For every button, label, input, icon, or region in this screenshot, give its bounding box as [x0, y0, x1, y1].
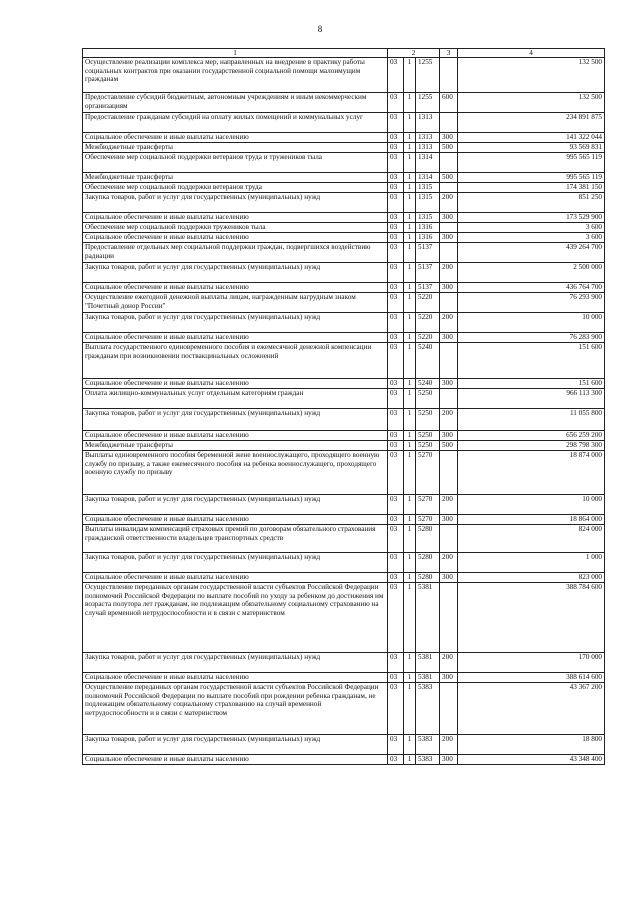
row-code-type: 200	[440, 263, 458, 283]
row-code-section: 03	[388, 755, 404, 765]
row-name: Закупка товаров, работ и услуг для государственных (муниципальных) нужд	[83, 653, 388, 673]
table-row	[83, 233, 605, 243]
row-code-item: 5383	[416, 755, 440, 765]
row-name: Социальное обеспечение и иные выплаты населению	[83, 379, 388, 389]
row-amount: 141 322 044	[458, 133, 605, 143]
table-row	[83, 573, 605, 583]
row-amount: 18 800	[458, 735, 605, 755]
row-code-sub: 1	[404, 653, 416, 673]
row-code-item: 5220	[416, 313, 440, 333]
table-row	[83, 553, 605, 573]
row-code-section: 03	[388, 213, 404, 223]
table-row	[83, 183, 605, 193]
table-row	[83, 93, 605, 113]
row-name: Социальное обеспечение и иные выплаты населению	[83, 573, 388, 583]
row-code-type	[440, 58, 458, 93]
row-code-type	[440, 525, 458, 553]
row-amount: 132 500	[458, 93, 605, 113]
row-amount: 995 565 119	[458, 153, 605, 173]
row-code-section: 03	[388, 183, 404, 193]
row-code-section: 03	[388, 153, 404, 173]
header-col-1: 1	[83, 49, 388, 58]
row-code-section: 03	[388, 233, 404, 243]
row-name: Обеспечение мер социальной поддержки ветеранов труда и тружеников тыла	[83, 153, 388, 173]
row-amount: 298 798 300	[458, 441, 605, 451]
row-code-item: 5270	[416, 451, 440, 495]
row-code-type: 200	[440, 553, 458, 573]
row-code-type: 200	[440, 735, 458, 755]
row-amount: 18 864 000	[458, 515, 605, 525]
row-name: Выплата государственного единовременного пособия и ежемесячной денежной компенсации гражданам при возникновении поствакцинальных осложнений	[83, 343, 388, 379]
row-name: Социальное обеспечение и иные выплаты населению	[83, 233, 388, 243]
table-row	[83, 213, 605, 223]
row-code-type	[440, 293, 458, 313]
row-amount: 10 000	[458, 495, 605, 515]
row-code-type	[440, 153, 458, 173]
row-code-section: 03	[388, 431, 404, 441]
row-code-item: 5250	[416, 409, 440, 431]
row-code-sub: 1	[404, 451, 416, 495]
row-code-section: 03	[388, 553, 404, 573]
table-row	[83, 441, 605, 451]
row-amount: 76 293 900	[458, 293, 605, 313]
table-row	[83, 343, 605, 379]
table-row	[83, 673, 605, 683]
row-code-section: 03	[388, 573, 404, 583]
row-code-section: 03	[388, 143, 404, 153]
row-code-sub: 1	[404, 553, 416, 573]
row-code-sub: 1	[404, 293, 416, 313]
row-amount: 43 367 200	[458, 683, 605, 735]
row-amount: 11 055 800	[458, 409, 605, 431]
table-header-row	[83, 49, 605, 58]
row-code-type: 300	[440, 673, 458, 683]
row-amount: 18 874 000	[458, 451, 605, 495]
row-code-type	[440, 683, 458, 735]
row-code-type: 300	[440, 213, 458, 223]
row-code-item: 1315	[416, 213, 440, 223]
row-code-section: 03	[388, 133, 404, 143]
row-code-section: 03	[388, 193, 404, 213]
row-amount: 76 283 900	[458, 333, 605, 343]
row-amount: 3 600	[458, 233, 605, 243]
row-code-sub: 1	[404, 515, 416, 525]
row-amount: 151 600	[458, 379, 605, 389]
row-name: Выплаты инвалидам компенсаций страховых премий по договорам обязательного страхования гражданской ответственности владельцев транспортных средств	[83, 525, 388, 553]
row-code-type	[440, 583, 458, 653]
row-code-section: 03	[388, 515, 404, 525]
row-code-sub: 1	[404, 183, 416, 193]
row-code-section: 03	[388, 313, 404, 333]
row-code-type	[440, 389, 458, 409]
row-code-type: 300	[440, 333, 458, 343]
row-code-item: 1316	[416, 223, 440, 233]
row-code-item: 5240	[416, 343, 440, 379]
row-amount: 43 348 400	[458, 755, 605, 765]
row-name: Социальное обеспечение и иные выплаты населению	[83, 283, 388, 293]
row-code-item: 5383	[416, 683, 440, 735]
row-amount: 656 259 200	[458, 431, 605, 441]
row-code-type: 300	[440, 515, 458, 525]
row-name: Социальное обеспечение и иные выплаты населению	[83, 755, 388, 765]
row-code-sub: 1	[404, 143, 416, 153]
row-code-type	[440, 113, 458, 133]
row-name: Межбюджетные трансферты	[83, 143, 388, 153]
row-code-item: 1313	[416, 133, 440, 143]
row-amount: 851 250	[458, 193, 605, 213]
row-code-item: 5270	[416, 515, 440, 525]
row-code-section: 03	[388, 173, 404, 183]
row-name: Закупка товаров, работ и услуг для государственных (муниципальных) нужд	[83, 553, 388, 573]
row-code-section: 03	[388, 653, 404, 673]
row-code-type: 300	[440, 573, 458, 583]
row-code-sub: 1	[404, 173, 416, 183]
row-code-sub: 1	[404, 133, 416, 143]
table-row	[83, 113, 605, 133]
table-row	[83, 58, 605, 93]
row-code-type: 300	[440, 755, 458, 765]
budget-table	[82, 48, 605, 765]
row-code-item: 5240	[416, 379, 440, 389]
row-amount: 388 784 600	[458, 583, 605, 653]
row-code-section: 03	[388, 379, 404, 389]
row-code-type: 500	[440, 173, 458, 183]
row-code-sub: 1	[404, 313, 416, 333]
row-name: Социальное обеспечение и иные выплаты населению	[83, 333, 388, 343]
row-code-item: 1316	[416, 233, 440, 243]
row-code-item: 5280	[416, 525, 440, 553]
row-name: Осуществление реализации комплекса мер, направленных на внедрение в практику работы социальных контрактов при оказании государственной социальной помощи малоимущим гражданам	[83, 58, 388, 93]
table-row	[83, 133, 605, 143]
row-code-section: 03	[388, 293, 404, 313]
row-code-sub: 1	[404, 58, 416, 93]
row-code-type: 300	[440, 133, 458, 143]
row-code-sub: 1	[404, 389, 416, 409]
table-row	[83, 193, 605, 213]
row-code-sub: 1	[404, 441, 416, 451]
row-code-item: 5381	[416, 673, 440, 683]
table-row	[83, 653, 605, 673]
row-name: Закупка товаров, работ и услуг для государственных (муниципальных) нужд	[83, 495, 388, 515]
row-code-type: 600	[440, 93, 458, 113]
table-row	[83, 409, 605, 431]
row-name: Предоставление субсидий бюджетным, автономным учреждениям и иным некоммерческим организациям	[83, 93, 388, 113]
row-code-sub: 1	[404, 343, 416, 379]
row-code-item: 5137	[416, 243, 440, 263]
row-amount: 173 529 900	[458, 213, 605, 223]
row-code-section: 03	[388, 683, 404, 735]
row-code-type: 300	[440, 233, 458, 243]
row-name: Социальное обеспечение и иные выплаты населению	[83, 673, 388, 683]
row-code-item: 1255	[416, 58, 440, 93]
row-code-section: 03	[388, 113, 404, 133]
row-name: Выплаты единовременного пособия беременной жене военнослужащего, проходящего военную службу по призыву, а также ежемесячного пособия на ребенка военнослужащего, проходящего военную службу по призыву	[83, 451, 388, 495]
row-amount: 436 764 700	[458, 283, 605, 293]
row-name: Межбюджетные трансферты	[83, 441, 388, 451]
table-row	[83, 223, 605, 233]
row-amount: 132 500	[458, 58, 605, 93]
row-amount: 2 500 000	[458, 263, 605, 283]
table-row	[83, 683, 605, 735]
table-row	[83, 333, 605, 343]
table-row	[83, 263, 605, 283]
row-code-type: 300	[440, 283, 458, 293]
row-code-item: 1314	[416, 173, 440, 183]
header-col-2: 2	[388, 49, 440, 58]
header-col-4: 4	[458, 49, 605, 58]
row-amount: 93 569 831	[458, 143, 605, 153]
row-code-section: 03	[388, 263, 404, 283]
row-code-type: 500	[440, 143, 458, 153]
row-code-type: 200	[440, 495, 458, 515]
row-code-item: 1313	[416, 113, 440, 133]
row-code-section: 03	[388, 735, 404, 755]
row-amount: 439 264 700	[458, 243, 605, 263]
row-code-section: 03	[388, 58, 404, 93]
row-code-sub: 1	[404, 379, 416, 389]
row-name: Закупка товаров, работ и услуг для государственных (муниципальных) нужд	[83, 193, 388, 213]
row-code-sub: 1	[404, 153, 416, 173]
table-row	[83, 243, 605, 263]
table-row	[83, 379, 605, 389]
row-code-type: 200	[440, 313, 458, 333]
row-name: Социальное обеспечение и иные выплаты населению	[83, 515, 388, 525]
row-code-item: 5220	[416, 293, 440, 313]
row-code-sub: 1	[404, 223, 416, 233]
row-code-sub: 1	[404, 263, 416, 283]
row-code-sub: 1	[404, 243, 416, 263]
table-row	[83, 173, 605, 183]
row-code-sub: 1	[404, 409, 416, 431]
row-code-section: 03	[388, 333, 404, 343]
row-code-type	[440, 343, 458, 379]
row-code-section: 03	[388, 283, 404, 293]
row-code-item: 1315	[416, 183, 440, 193]
row-code-section: 03	[388, 389, 404, 409]
row-code-sub: 1	[404, 525, 416, 553]
row-code-type: 200	[440, 409, 458, 431]
row-code-item: 5137	[416, 283, 440, 293]
row-code-type: 300	[440, 379, 458, 389]
row-code-sub: 1	[404, 193, 416, 213]
row-code-sub: 1	[404, 755, 416, 765]
row-code-sub: 1	[404, 333, 416, 343]
row-code-sub: 1	[404, 283, 416, 293]
row-name: Социальное обеспечение и иные выплаты населению	[83, 133, 388, 143]
row-code-item: 1313	[416, 143, 440, 153]
row-code-item: 5250	[416, 441, 440, 451]
row-code-type: 200	[440, 193, 458, 213]
row-name: Осуществление переданных органам государственной власти субъектов Российской Федерации полномочий Российской Федерации по выплате пособий по уходу за ребенком до достижения им возраста полутора лет гражданам, не подлежащим обязательному социальному страхованию на случай временной нетрудоспособности и в связи с материнством	[83, 583, 388, 653]
row-code-sub: 1	[404, 233, 416, 243]
row-code-item: 1314	[416, 153, 440, 173]
row-amount: 388 614 600	[458, 673, 605, 683]
row-code-type: 300	[440, 431, 458, 441]
row-name: Социальное обеспечение и иные выплаты населению	[83, 213, 388, 223]
row-code-item: 5220	[416, 333, 440, 343]
table-row	[83, 143, 605, 153]
row-code-sub: 1	[404, 495, 416, 515]
row-name: Оплата жилищно-коммунальных услуг отдельным категориям граждан	[83, 389, 388, 409]
row-name: Закупка товаров, работ и услуг для государственных (муниципальных) нужд	[83, 263, 388, 283]
table-row	[83, 525, 605, 553]
table-row	[83, 515, 605, 525]
row-code-section: 03	[388, 409, 404, 431]
row-code-type	[440, 183, 458, 193]
row-code-item: 5280	[416, 573, 440, 583]
row-code-section: 03	[388, 495, 404, 515]
row-code-item: 1315	[416, 193, 440, 213]
row-code-item: 1255	[416, 93, 440, 113]
table-row	[83, 153, 605, 173]
table-row	[83, 283, 605, 293]
row-code-section: 03	[388, 525, 404, 553]
header-col-3: 3	[440, 49, 458, 58]
table-row	[83, 293, 605, 313]
row-code-type: 200	[440, 653, 458, 673]
row-amount: 151 600	[458, 343, 605, 379]
row-amount: 170 000	[458, 653, 605, 673]
row-amount: 3 600	[458, 223, 605, 233]
page-number: 8	[317, 24, 323, 34]
table-row	[83, 313, 605, 333]
row-code-sub: 1	[404, 431, 416, 441]
row-code-type	[440, 243, 458, 263]
table-row	[83, 451, 605, 495]
row-amount: 234 891 875	[458, 113, 605, 133]
row-code-section: 03	[388, 451, 404, 495]
row-code-item: 5137	[416, 263, 440, 283]
row-code-item: 5383	[416, 735, 440, 755]
row-code-type: 500	[440, 441, 458, 451]
row-amount: 995 565 119	[458, 173, 605, 183]
table-row	[83, 431, 605, 441]
row-name: Социальное обеспечение и иные выплаты населению	[83, 431, 388, 441]
row-name: Предоставление отдельных мер социальной поддержки граждан, подвергшихся воздействию радиации	[83, 243, 388, 263]
row-name: Обеспечение мер социальной поддержки ветеранов труда	[83, 183, 388, 193]
row-code-sub: 1	[404, 213, 416, 223]
row-code-section: 03	[388, 583, 404, 653]
row-amount: 174 381 150	[458, 183, 605, 193]
table-body	[83, 58, 605, 765]
row-name: Обеспечение мер социальной поддержки тружеников тыла	[83, 223, 388, 233]
row-code-sub: 1	[404, 583, 416, 653]
row-code-sub: 1	[404, 673, 416, 683]
table-row	[83, 389, 605, 409]
row-code-item: 5381	[416, 583, 440, 653]
row-name: Осуществление переданных органам государственной власти субъектов Российской Федерации полномочий Российской Федерации по выплате пособий при рождении ребенка гражданам, не подлежащим обязательному социальному страхованию на случай временной нетрудоспособности и в связи с материнством	[83, 683, 388, 735]
table-row	[83, 495, 605, 515]
row-code-section: 03	[388, 243, 404, 263]
row-code-section: 03	[388, 223, 404, 233]
row-amount: 966 113 300	[458, 389, 605, 409]
row-code-type	[440, 451, 458, 495]
row-amount: 1 000	[458, 553, 605, 573]
row-name: Закупка товаров, работ и услуг для государственных (муниципальных) нужд	[83, 409, 388, 431]
row-amount: 824 000	[458, 525, 605, 553]
table-row	[83, 583, 605, 653]
row-code-item: 5381	[416, 653, 440, 673]
row-name: Осуществление ежегодной денежной выплаты лицам, награжденным нагрудным знаком "Почетный донор России"	[83, 293, 388, 313]
row-code-item: 5250	[416, 389, 440, 409]
row-name: Межбюджетные трансферты	[83, 173, 388, 183]
row-name: Предоставление гражданам субсидий на оплату жилых помещений и коммунальных услуг	[83, 113, 388, 133]
row-code-section: 03	[388, 441, 404, 451]
row-code-item: 5270	[416, 495, 440, 515]
row-code-sub: 1	[404, 573, 416, 583]
row-name: Закупка товаров, работ и услуг для государственных (муниципальных) нужд	[83, 735, 388, 755]
table-row	[83, 735, 605, 755]
row-code-section: 03	[388, 343, 404, 379]
row-code-sub: 1	[404, 683, 416, 735]
row-code-item: 5250	[416, 431, 440, 441]
row-code-item: 5280	[416, 553, 440, 573]
table-row	[83, 755, 605, 765]
row-amount: 10 000	[458, 313, 605, 333]
row-code-sub: 1	[404, 735, 416, 755]
row-code-sub: 1	[404, 113, 416, 133]
row-code-type	[440, 223, 458, 233]
row-code-sub: 1	[404, 93, 416, 113]
row-code-section: 03	[388, 93, 404, 113]
row-amount: 823 000	[458, 573, 605, 583]
row-name: Закупка товаров, работ и услуг для государственных (муниципальных) нужд	[83, 313, 388, 333]
row-code-section: 03	[388, 673, 404, 683]
